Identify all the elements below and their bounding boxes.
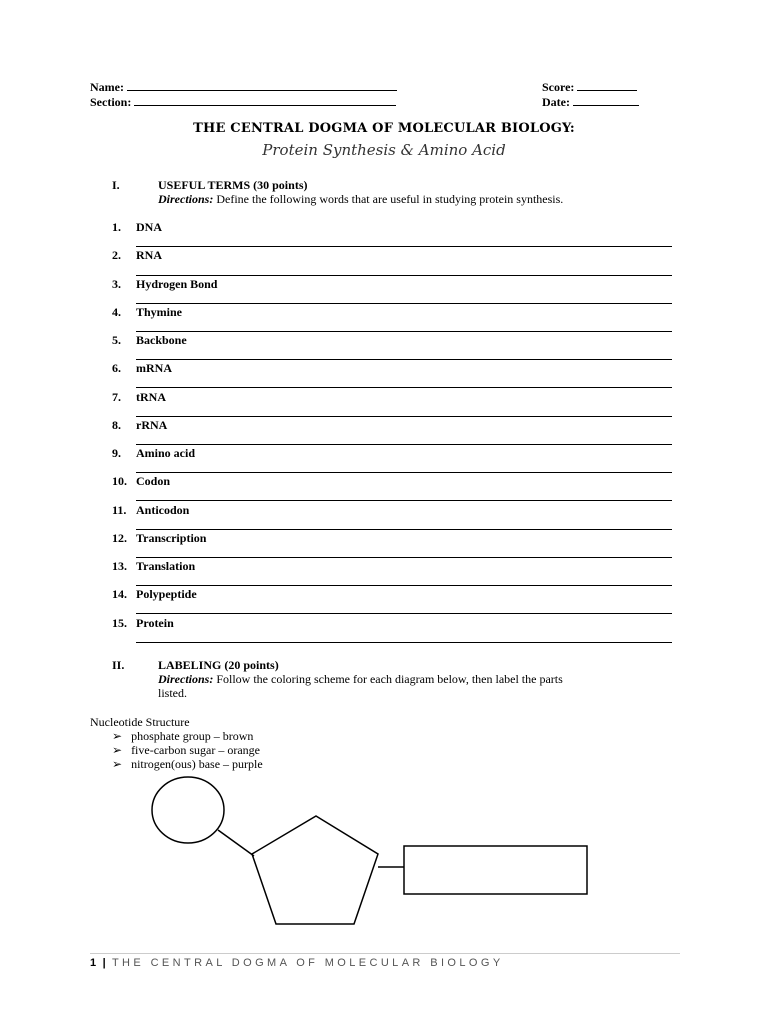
arrow-bullet-icon: ➢ [112,729,123,743]
page-number: 1 [90,957,97,969]
section1-number: I. [112,178,120,192]
term-number: 13. [112,559,127,573]
nucleotide-heading: Nucleotide Structure [90,715,190,729]
term-label: mRNA [136,361,172,375]
nucleotide-color-list [112,729,263,771]
term-label: tRNA [136,390,166,404]
term-number: 4. [112,305,121,319]
answer-line[interactable] [136,387,672,388]
page-title: THE CENTRAL DOGMA OF MOLECULAR BIOLOGY: [193,121,575,136]
footer-divider [90,953,680,954]
section2-directions [158,672,563,687]
section2-directions-line2: listed. [158,686,187,700]
date-blank[interactable] [573,94,639,106]
term-item [112,559,127,574]
score-blank[interactable] [577,79,637,91]
term-number: 1. [112,220,121,234]
term-label: Hydrogen Bond [136,277,218,291]
answer-line[interactable] [136,613,672,614]
name-field[interactable] [90,79,397,95]
term-item [112,587,127,602]
term-number: 7. [112,390,121,404]
section2-directions-label: Directions: [158,672,214,686]
section-blank[interactable] [134,94,396,106]
answer-line[interactable] [136,359,672,360]
term-label: rRNA [136,418,168,432]
term-number: 5. [112,333,121,347]
answer-line[interactable] [136,444,672,445]
answer-line[interactable] [136,585,672,586]
date-field[interactable] [542,94,639,110]
term-label: Codon [136,474,171,488]
section2-directions-text: Follow the coloring scheme for each diagram below, then label the parts [216,672,563,686]
term-number: 15. [112,616,127,630]
list-item-text: phosphate group – brown [131,729,254,743]
answer-line[interactable] [136,500,672,501]
term-label: DNA [136,220,162,234]
phosphate-sugar-bond [218,830,254,856]
term-item [112,531,127,546]
section2-title: LABELING (20 points) [158,658,279,672]
term-item [112,390,121,405]
list-item [112,743,263,757]
answer-line[interactable] [136,642,672,643]
page-footer [90,957,504,969]
five-carbon-sugar-pentagon[interactable] [252,816,378,924]
term-number: 6. [112,361,121,375]
answer-line[interactable] [136,275,672,276]
term-label: Polypeptide [136,587,197,601]
score-label: Score: [542,80,575,94]
term-number: 3. [112,277,121,291]
section1-directions-text: Define the following words that are useful in studying protein synthesis. [216,192,564,206]
term-label: RNA [136,248,162,262]
arrow-bullet-icon: ➢ [112,757,123,771]
term-item [112,361,121,376]
answer-line[interactable] [136,557,672,558]
nitrogenous-base-rectangle[interactable] [404,846,587,894]
term-number: 10. [112,474,127,488]
list-item [112,729,263,743]
term-label: Anticodon [136,503,190,517]
term-number: 8. [112,418,121,432]
term-label: Amino acid [136,446,196,460]
page-subtitle: Protein Synthesis & Amino Acid [262,141,506,159]
term-item [112,220,121,235]
nucleotide-diagram [140,770,600,930]
arrow-bullet-icon: ➢ [112,743,123,757]
term-item [112,503,126,518]
term-label: Translation [136,559,196,573]
answer-line[interactable] [136,529,672,530]
section1-title: USEFUL TERMS (30 points) [158,178,308,192]
list-item [112,757,263,771]
term-number: 11. [112,503,127,517]
term-number: 2. [112,248,121,262]
date-label: Date: [542,95,570,109]
answer-line[interactable] [136,416,672,417]
term-item [112,277,121,292]
section2-number: II. [112,658,125,672]
term-number: 9. [112,446,121,460]
term-number: 14. [112,587,127,601]
section1-directions-label: Directions: [158,192,214,206]
term-item [112,248,121,263]
term-label: Backbone [136,333,187,347]
term-label: Transcription [136,531,207,545]
term-label: Protein [136,616,174,630]
section-field[interactable] [90,94,396,110]
answer-line[interactable] [136,331,672,332]
name-blank[interactable] [127,79,397,91]
phosphate-group-circle[interactable] [152,777,224,843]
term-item [112,305,121,320]
score-field[interactable] [542,79,637,95]
term-item [112,474,127,489]
section1-directions [158,192,563,207]
footer-title: THE CENTRAL DOGMA OF MOLECULAR BIOLOGY [111,957,504,969]
list-item-text: five-carbon sugar – orange [131,743,261,757]
answer-line[interactable] [136,303,672,304]
answer-line[interactable] [136,246,672,247]
answer-line[interactable] [136,472,672,473]
term-item [112,333,121,348]
footer-separator: | [102,957,106,969]
name-label: Name: [90,80,124,94]
term-item [112,418,121,433]
list-item-text: nitrogen(ous) base – purple [131,757,263,771]
term-number: 12. [112,531,127,545]
term-label: Thymine [136,305,183,319]
term-item [112,446,121,461]
term-item [112,616,127,631]
section-label: Section: [90,95,132,109]
